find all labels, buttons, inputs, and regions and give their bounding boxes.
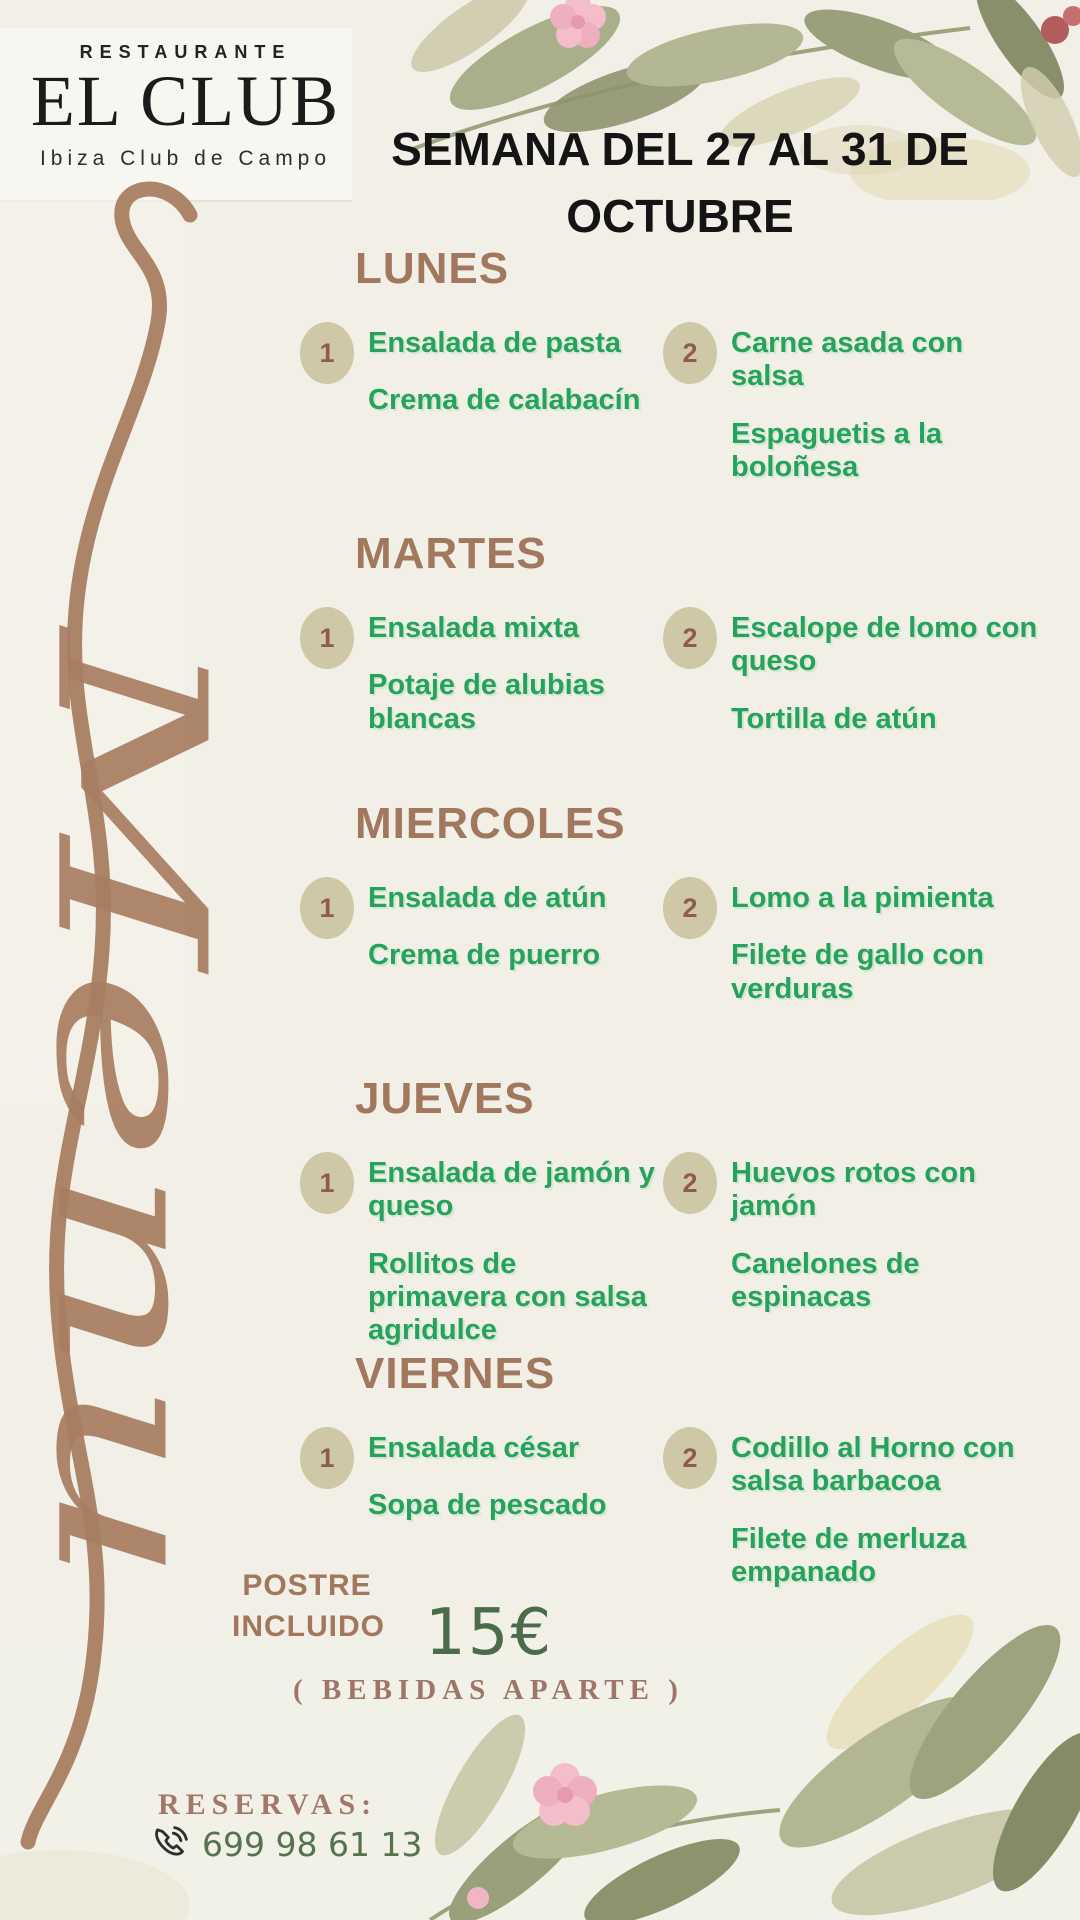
first-course	[300, 1427, 663, 1547]
dish: Escalope de lomo con queso	[731, 612, 1038, 678]
first-course	[300, 607, 663, 760]
logo-kicker: RESTAURANTE	[79, 42, 292, 62]
drinks-apart-note: ( BEBIDAS APARTE )	[293, 1674, 684, 1706]
dish: Ensalada de pasta	[368, 327, 622, 359]
dish: Crema de puerro	[368, 939, 601, 972]
day-name: VIERNES	[355, 1349, 556, 1398]
day-section-miercoles	[300, 799, 1040, 1030]
day-name: MIERCOLES	[355, 799, 626, 848]
dish: Tortilla de atún	[731, 702, 937, 735]
course-number-badge: 2	[663, 877, 717, 939]
week-title	[350, 116, 1010, 249]
course-number-badge: 2	[663, 1427, 717, 1489]
course-number-badge: 1	[300, 322, 354, 384]
first-course	[300, 1152, 663, 1372]
dish: Filete de merluza empanado	[731, 1522, 967, 1589]
day-section-martes	[300, 529, 1040, 760]
second-course	[663, 607, 1041, 760]
reservations-label: RESERVAS:	[158, 1788, 378, 1821]
course-number-badge: 1	[300, 1427, 354, 1489]
week-title-line1: SEMANA DEL 27 AL 31 DE	[391, 123, 969, 175]
dish: Ensalada mixta	[368, 612, 580, 644]
dish: Huevos rotos con jamón	[731, 1157, 976, 1223]
phone-row	[150, 1824, 422, 1864]
day-section-viernes	[300, 1349, 1040, 1613]
day-section-jueves	[300, 1074, 1040, 1372]
course-number-badge: 1	[300, 877, 354, 939]
second-course	[663, 1152, 1041, 1338]
dish: Ensalada de jamón y queso	[368, 1157, 655, 1223]
course-number-badge: 2	[663, 607, 717, 669]
course-number-badge: 2	[663, 1152, 717, 1214]
dish: Lomo a la pimienta	[731, 882, 994, 914]
dish: Crema de calabacín	[368, 384, 641, 417]
logo-subtitle: Ibiza Club de Campo	[39, 147, 332, 170]
dish: Ensalada de atún	[368, 882, 607, 914]
dessert-included-note	[232, 1566, 385, 1647]
dish: Espaguetis a la boloñesa	[731, 417, 943, 484]
phone-number: 699 98 61 13	[202, 1824, 423, 1864]
dish: Rollitos de primavera con salsa agridulce	[368, 1247, 647, 1347]
day-name: MARTES	[355, 529, 547, 578]
first-course	[300, 877, 663, 997]
week-title-line2: OCTUBRE	[566, 189, 794, 242]
dessert-line1: POSTRE	[242, 1569, 372, 1602]
second-course	[663, 877, 1041, 1030]
dish: Codillo al Horno con salsa barbacoa	[731, 1432, 1015, 1498]
restaurant-name: EL CLUB	[30, 61, 341, 141]
dish: Canelones de espinacas	[731, 1247, 920, 1314]
course-number-badge: 2	[663, 322, 717, 384]
day-name: JUEVES	[355, 1074, 535, 1123]
day-name: LUNES	[355, 244, 510, 293]
dish: Sopa de pescado	[368, 1489, 607, 1522]
course-number-badge: 1	[300, 607, 354, 669]
dish: Ensalada césar	[368, 1432, 580, 1464]
day-section-lunes	[300, 244, 1040, 508]
phone-ringing-icon	[150, 1824, 190, 1864]
first-course	[300, 322, 663, 442]
restaurant-logo	[18, 42, 353, 171]
menu-script-word: Menu	[10, 630, 250, 1589]
dish: Carne asada con salsa	[731, 327, 964, 393]
dish: Filete de gallo con verduras	[731, 939, 984, 1005]
second-course	[663, 322, 1041, 508]
second-course	[663, 1427, 1041, 1613]
menu-price: 15€	[425, 1596, 554, 1670]
course-number-badge: 1	[300, 1152, 354, 1214]
dessert-line2: INCLUIDO	[232, 1609, 385, 1643]
dish: Potaje de alubias blancas	[368, 669, 605, 735]
